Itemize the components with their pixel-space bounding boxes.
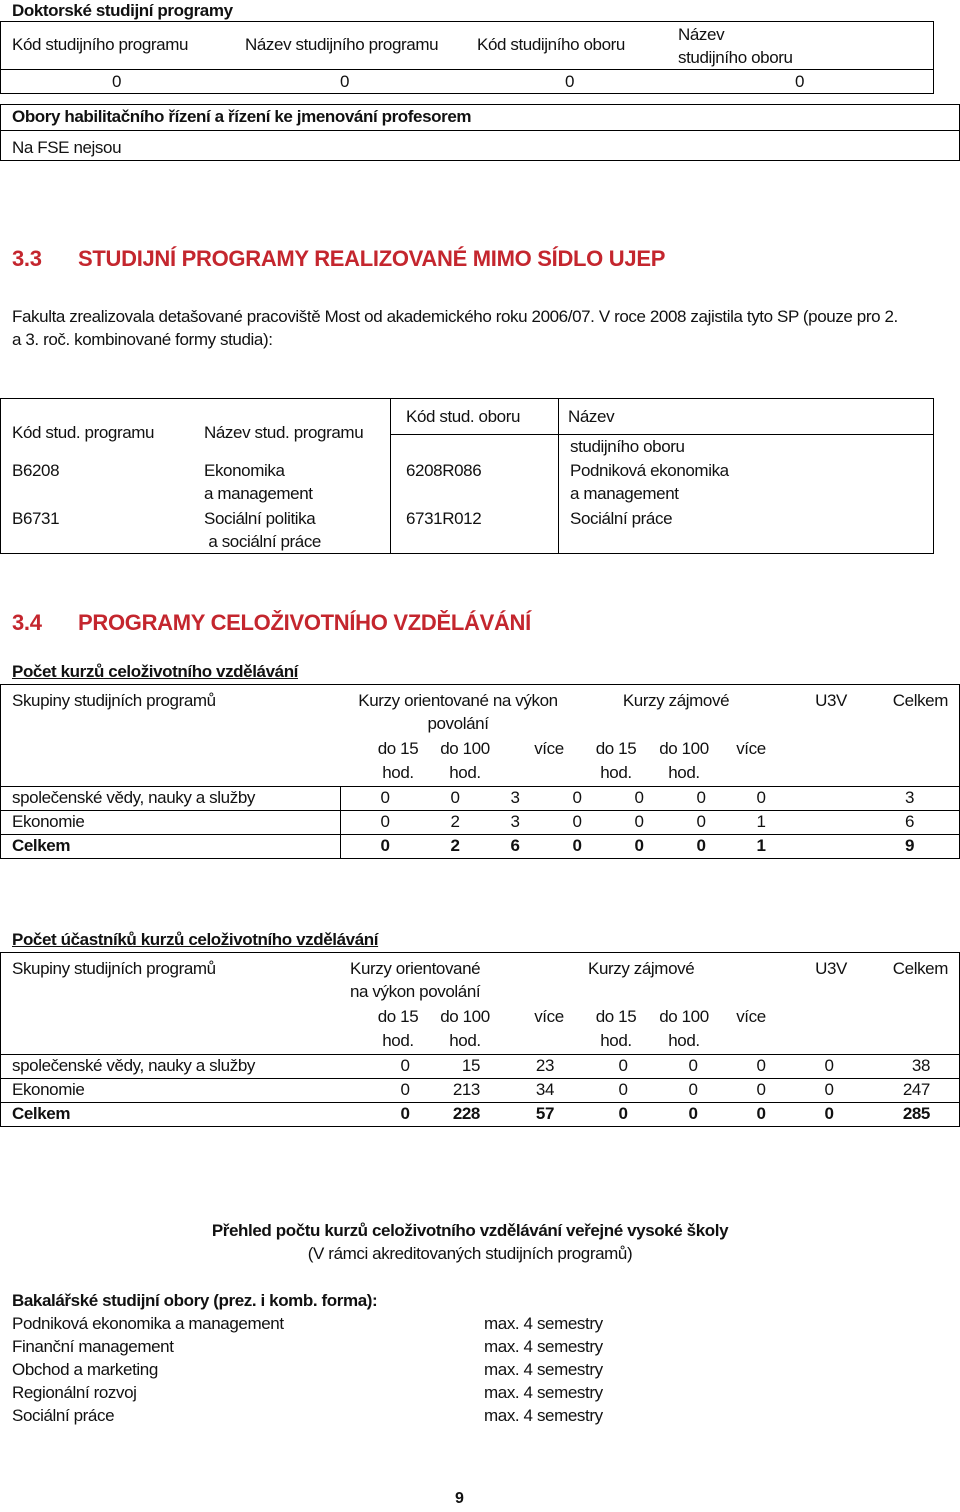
column-header: Název xyxy=(568,407,615,426)
list-item: Regionální rozvoj xyxy=(12,1383,137,1402)
table-cell: 0 xyxy=(688,1080,698,1099)
sub-header: do 100 xyxy=(440,739,490,758)
table-cell: B6208 xyxy=(12,461,60,480)
table-cell: 2 xyxy=(450,812,460,831)
page-number: 9 xyxy=(455,1490,464,1507)
column-header: Kurzy zájmové xyxy=(622,691,730,710)
list-item-length: max. 4 semestry xyxy=(484,1406,603,1425)
table-cell: 0 xyxy=(756,788,766,807)
table-cell: 0 xyxy=(572,812,582,831)
column-header: Celkem xyxy=(892,959,948,978)
table-cell: 3 xyxy=(510,812,520,831)
column-header: Kurzy orientované xyxy=(350,959,481,978)
sub-header: více xyxy=(534,739,564,758)
table-cell: 0 xyxy=(824,1056,834,1075)
column-header: studijního oboru xyxy=(570,437,685,456)
column-header: Skupiny studijních programů xyxy=(12,959,216,978)
section-heading: PROGRAMY CELOŽIVOTNÍHO VZDĚLÁVÁNÍ xyxy=(78,610,531,635)
table-cell: 2 xyxy=(450,836,460,855)
table-cell: 285 xyxy=(902,1104,930,1123)
habilitation-title: Obory habilitačního řízení a řízení ke jmenování profesorem xyxy=(12,107,472,126)
sub-header: do 15 xyxy=(595,1007,637,1026)
table-cell: 0 xyxy=(400,1080,410,1099)
table-cell: 3 xyxy=(510,788,520,807)
doctoral-header: Název xyxy=(678,25,725,44)
table-cell: 15 xyxy=(461,1056,480,1075)
column-header: na výkon povolání xyxy=(350,982,481,1001)
table-cell: 0 xyxy=(112,72,122,91)
column-header: Skupiny studijních programů xyxy=(12,691,216,710)
table-cell: 0 xyxy=(756,1080,766,1099)
sub-header: hod. xyxy=(600,763,632,782)
table-cell: 0 xyxy=(688,1104,698,1123)
column-header: U3V xyxy=(815,959,847,978)
doctoral-header: Název studijního programu xyxy=(245,35,439,54)
table-cell: 0 xyxy=(618,1056,628,1075)
table-cell: B6731 xyxy=(12,509,60,528)
sub-header: hod. xyxy=(449,1031,481,1050)
table-cell: 0 xyxy=(756,1104,766,1123)
table-cell: 0 xyxy=(400,1104,410,1123)
table-cell: 0 xyxy=(696,836,706,855)
table-cell: 6 xyxy=(904,812,914,831)
sub-header: do 100 xyxy=(659,1007,709,1026)
table-cell: 247 xyxy=(902,1080,930,1099)
table-cell: 0 xyxy=(380,788,390,807)
table-cell: 3 xyxy=(904,788,914,807)
table-cell: 0 xyxy=(824,1080,834,1099)
table-cell: 57 xyxy=(535,1104,554,1123)
sub-header: hod. xyxy=(600,1031,632,1050)
list-item: Sociální práce xyxy=(12,1406,115,1425)
table-cell: 38 xyxy=(911,1056,930,1075)
list-item-length: max. 4 semestry xyxy=(484,1337,603,1356)
table-cell: 0 xyxy=(824,1104,834,1123)
table-cell: 0 xyxy=(450,788,460,807)
list-item-length: max. 4 semestry xyxy=(484,1314,603,1333)
sub-header: hod. xyxy=(449,763,481,782)
table-cell: Sociální práce xyxy=(570,509,673,528)
sub-header: hod. xyxy=(668,763,700,782)
table-cell: 0 xyxy=(380,836,390,855)
table-cell: 0 xyxy=(756,1056,766,1075)
doctoral-header: studijního oboru xyxy=(678,48,793,67)
column-header: Kód stud. oboru xyxy=(406,407,521,426)
row-label: společenské vědy, nauky a služby xyxy=(12,788,255,807)
habilitation-value: Na FSE nejsou xyxy=(12,138,122,157)
table-cell: 0 xyxy=(634,788,644,807)
sub-header: hod. xyxy=(382,1031,414,1050)
table-cell: Sociální politika xyxy=(204,509,316,528)
table-cell: Podniková ekonomika xyxy=(570,461,729,480)
table-cell: 6208R086 xyxy=(406,461,482,480)
sub-header: více xyxy=(736,1007,766,1026)
doctoral-header: Kód studijního programu xyxy=(12,35,189,54)
table-cell: 0 xyxy=(634,812,644,831)
column-header: U3V xyxy=(815,691,847,710)
section-number: 3.3 xyxy=(12,246,42,271)
sub-header: do 100 xyxy=(440,1007,490,1026)
table-cell: 0 xyxy=(572,836,582,855)
table-cell: a management xyxy=(570,484,679,503)
sub-header: do 100 xyxy=(659,739,709,758)
list-item-length: max. 4 semestry xyxy=(484,1383,603,1402)
list-item: Obchod a marketing xyxy=(12,1360,158,1379)
sub-header: hod. xyxy=(668,1031,700,1050)
list-item-length: max. 4 semestry xyxy=(484,1360,603,1379)
sub-header: více xyxy=(534,1007,564,1026)
table-cell: 0 xyxy=(340,72,350,91)
column-header: Kurzy zájmové xyxy=(588,959,695,978)
table-cell: 0 xyxy=(696,812,706,831)
row-label: Celkem xyxy=(12,1104,71,1123)
sub-header: do 15 xyxy=(377,1007,419,1026)
table-cell: 0 xyxy=(565,72,575,91)
overview-title: Přehled počtu kurzů celoživotního vzdělávání veřejné vysoké školy xyxy=(211,1221,729,1240)
table-cell: 0 xyxy=(400,1056,410,1075)
sub-header: více xyxy=(736,739,766,758)
section-number: 3.4 xyxy=(12,610,42,635)
table-cell: 23 xyxy=(535,1056,554,1075)
section-heading: STUDIJNÍ PROGRAMY REALIZOVANÉ MIMO SÍDLO UJEP xyxy=(78,246,666,271)
table-cell: 6 xyxy=(510,836,520,855)
table-cell: 213 xyxy=(452,1080,480,1099)
table-cell: 0 xyxy=(618,1080,628,1099)
table-cell: Ekonomika xyxy=(204,461,285,480)
list-item: Finanční management xyxy=(12,1337,174,1356)
table-cell: 0 xyxy=(696,788,706,807)
doctoral-title: Doktorské studijní programy xyxy=(12,1,233,20)
paragraph-line: a 3. roč. kombinované formy studia): xyxy=(12,330,273,349)
table-cell: a sociální práce xyxy=(204,532,321,551)
column-header: Kurzy orientované na výkon xyxy=(358,691,558,710)
row-label: Ekonomie xyxy=(12,812,85,831)
table-cell: 0 xyxy=(795,72,805,91)
table-cell: 228 xyxy=(452,1104,480,1123)
table-cell: 0 xyxy=(634,836,644,855)
table-cell: 1 xyxy=(756,812,766,831)
table-cell: 1 xyxy=(756,836,766,855)
column-header: Název stud. programu xyxy=(204,423,364,442)
table-cell: 0 xyxy=(380,812,390,831)
overview-subtitle: (V rámci akreditovaných studijních programů) xyxy=(307,1244,633,1263)
bachelor-title: Bakalářské studijní obory (prez. i komb. forma): xyxy=(12,1291,378,1310)
list-item: Podniková ekonomika a management xyxy=(12,1314,284,1333)
table-cell: 0 xyxy=(572,788,582,807)
table-cell: 6731R012 xyxy=(406,509,482,528)
paragraph-line: Fakulta zrealizovala detašované pracoviště Most od akademického roku 2006/07. V roce 2008 zajistila tyto SP (pouze pro 2. xyxy=(12,307,898,326)
row-label: Ekonomie xyxy=(12,1080,85,1099)
table-cell: 0 xyxy=(688,1056,698,1075)
table-cell: 9 xyxy=(904,836,914,855)
column-header: Celkem xyxy=(892,691,948,710)
table-cell: 0 xyxy=(618,1104,628,1123)
column-header: povolání xyxy=(427,714,489,733)
sub-header: hod. xyxy=(382,763,414,782)
sub-header: do 15 xyxy=(377,739,419,758)
doctoral-header: Kód studijního oboru xyxy=(477,35,625,54)
table-cell: a management xyxy=(204,484,313,503)
row-label: Celkem xyxy=(12,836,71,855)
table-cell: 34 xyxy=(535,1080,554,1099)
row-label: společenské vědy, nauky a služby xyxy=(12,1056,255,1075)
courses-table-title: Počet kurzů celoživotního vzdělávání xyxy=(12,662,299,681)
column-header: Kód stud. programu xyxy=(12,423,155,442)
participants-table-title: Počet účastníků kurzů celoživotního vzdělávání xyxy=(12,930,379,949)
sub-header: do 15 xyxy=(595,739,637,758)
